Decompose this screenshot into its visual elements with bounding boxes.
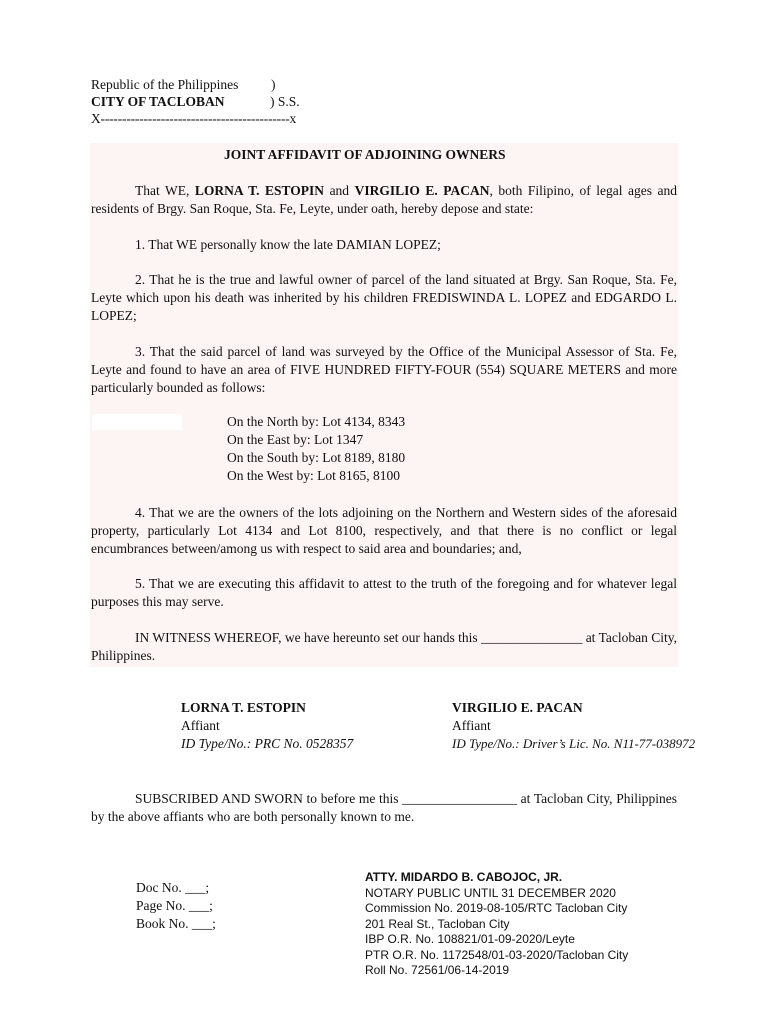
book-no: Book No. ___; (136, 916, 216, 931)
affiant-1-id: ID Type/No.: PRC No. 0528357 (181, 736, 354, 751)
item-3-text: 3. That the said parcel of land was surveyed by the Office of the Municipal Assessor of Sta. Fe, Leyte and found to have an area of FIVE HUNDRED FIFTY-FOUR (554) SQUARE METERS and more particularly bounded as follows: (91, 344, 677, 395)
item-4 (91, 504, 677, 558)
boundary-west: On the West by: Lot 8165, 8100 (227, 468, 401, 483)
intro-paragraph (91, 182, 677, 218)
caption-separator: X--------------------------------------------x (91, 111, 297, 126)
jurat-pre: SUBSCRIBED AND SWORN to before me this (135, 791, 403, 806)
notary-name: ATTY. MIDARDO B. CABOJOC, JR. (365, 870, 563, 884)
redaction-patch (92, 414, 182, 430)
affiant-1-name: LORNA T. ESTOPIN (181, 700, 306, 715)
notary-line-5: PTR O.R. No. 1172548/01-03-2020/Tacloban City (365, 947, 629, 962)
boundary-south: On the South by: Lot 8189, 8180 (227, 450, 406, 465)
caption-republic-paren: ) (271, 77, 276, 92)
page-no: Page No. ___; (136, 898, 213, 913)
witness-date-blank: _______________ (481, 630, 583, 645)
item-2-text: 2. That he is the true and lawful owner of parcel of the land situated at Brgy. San Roque, Sta. Fe, Leyte which upon his death was inherited by his children FREDISWINDA L. LOPEZ and EDGARDO L. LOPEZ; (91, 272, 677, 323)
intro-post: , both Filipino, of legal ages and residents of Brgy. San Roque, Sta. Fe, Leyte, under oath, hereby depose and state: (91, 183, 677, 216)
doc-no: Doc No. ___; (136, 880, 210, 895)
item-3 (91, 343, 677, 397)
document-title: JOINT AFFIDAVIT OF ADJOINING OWNERS (224, 147, 506, 162)
boundary-north: On the North by: Lot 4134, 8343 (227, 414, 406, 429)
witness-post: at Tacloban City, Philippines. (91, 630, 677, 663)
notary-line-6: Roll No. 72561/06-14-2019 (365, 963, 510, 977)
notary-block (365, 870, 628, 979)
item-5 (91, 575, 677, 611)
jurat-paragraph (91, 790, 677, 826)
boundary-east: On the East by: Lot 1347 (227, 432, 364, 447)
item-5-text: 5. That we are executing this affidavit to attest to the truth of the foregoing and for whatever legal purposes this may serve. (91, 576, 677, 609)
notary-line-1: NOTARY PUBLIC UNTIL 31 DECEMBER 2020 (365, 885, 616, 900)
intro-pre: That WE, (135, 183, 195, 198)
jurat-date-blank: _________________ (402, 791, 517, 806)
affiant-1-role: Affiant (181, 718, 220, 733)
affiant-2-id: ID Type/No.: Driver’s Lic. No. N11-77-038972 (452, 736, 696, 751)
witness-pre: IN WITNESS WHEREOF, we have hereunto set our hands this (135, 630, 482, 645)
affiant-2-name: VIRGILIO E. PACAN (452, 700, 583, 715)
intro-and: and (324, 183, 355, 198)
item-1-text: 1. That WE personally know the late DAMIAN LOPEZ; (135, 237, 441, 252)
affiant-2-role: Affiant (452, 718, 491, 733)
caption-ss: ) S.S. (270, 94, 300, 109)
intro-name-1: LORNA T. ESTOPIN (194, 183, 325, 198)
item-1 (91, 236, 677, 254)
notary-line-2: Commission No. 2019-08-105/RTC Tacloban City (365, 901, 628, 915)
witness-paragraph (91, 629, 677, 665)
caption-city: CITY OF TACLOBAN (91, 94, 225, 109)
caption-republic: Republic of the Philippines (91, 77, 239, 92)
jurat-post: at Tacloban City, Philippines by the above affiants who are both personally known to me. (91, 791, 677, 824)
notary-line-4: IBP O.R. No. 108821/01-09-2020/Leyte (365, 932, 575, 946)
intro-name-2: VIRGILIO E. PACAN (354, 183, 490, 198)
notary-line-3: 201 Real St., Tacloban City (365, 916, 510, 931)
item-2 (91, 271, 677, 325)
item-4-text: 4. That we are the owners of the lots adjoining on the Northern and Western sides of the aforesaid property, particularly Lot 4134 and Lot 8100, respectively, and that there is no conflict or legal encumbrances between/among us with respect to said area and boundaries; and, (91, 505, 677, 556)
